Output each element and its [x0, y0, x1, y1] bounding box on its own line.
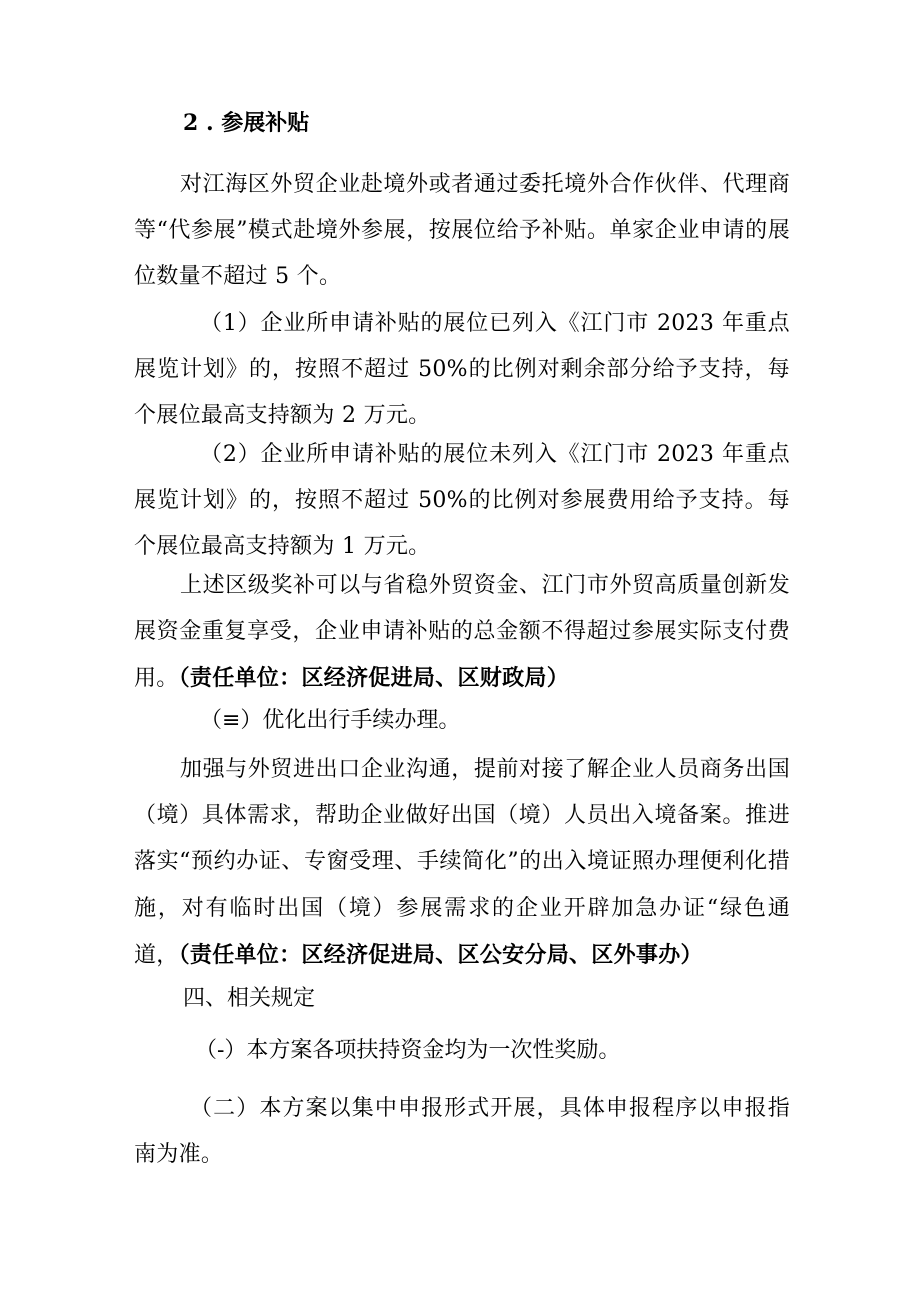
section-heading: 2 . 参展补贴 — [183, 110, 310, 136]
paragraph-unlisted-exhibition: （2）企业所申请补贴的展位未列入《江门市 2023 年重点展览计划》的，按照不超过 50%的比例对参展费用给予支持。每个展位最高支持额为 1 万元。 — [134, 442, 790, 560]
paragraph-listed-exhibition: （1）企业所申请补贴的展位已列入《江门市 2023 年重点展览计划》的，按照不超过 50%的比例对剩余部分给予支持，每个展位最高支持额为 2 万元。 — [134, 311, 790, 429]
paragraph-cumulative-subsidy — [134, 563, 790, 703]
responsible-units-finance: （责任单位：区经济促进局、区财政局） — [178, 665, 570, 692]
paragraph-cumulative-text: 上述区级奖补可以与省稳外贸资金、江门市外贸高质量创新发展资金重复享受，企业申请补贴的总金额不得超过参展实际支付费用。 — [134, 573, 790, 692]
paragraph-travel-facilitation — [134, 747, 790, 979]
paragraph-exhibition-subsidy: 对江海区外贸企业赴境外或者通过委托境外合作伙伴、代理商等“代参展”模式赴境外参展，按展位给予补贴。单家企业申请的展位数量不超过 5 个。 — [134, 172, 790, 290]
provision-centralized-application: （二）本方案以集中申报形式开展，具体申报程序以申报指南为准。 — [134, 1096, 790, 1168]
paragraph-travel-text: 加强与外贸进出口企业沟通，提前对接了解企业人员商务出国（境）具体需求，帮助企业做好出国（境）人员出入境备案。推进落实“预约办证、专窗受理、手续简化”的出入境证照办理便利化措施，对有临时出国（境）参展需求的企业开辟加急办证“绿色通道， — [134, 757, 790, 968]
responsible-units-security: （责任单位：区经济促进局、区公安分局、区外事办） — [178, 941, 703, 968]
provision-one-time-reward: （-）本方案各项扶持资金均为一次性奖励。 — [195, 1038, 621, 1063]
section-related-provisions: 四、相关规定 — [183, 986, 316, 1011]
subsection-travel-procedures: （≡）优化出行手续办理。 — [200, 708, 461, 733]
